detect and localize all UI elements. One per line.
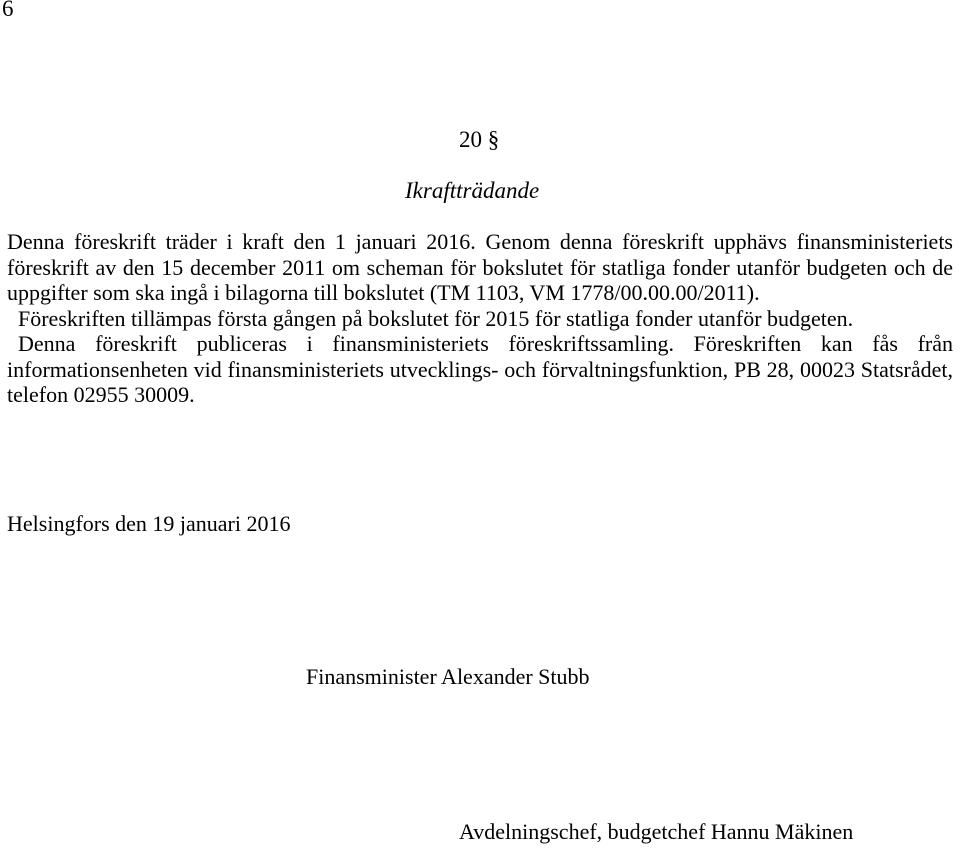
signature-head-of-department: Avdelningschef, budgetchef Hannu Mäkinen xyxy=(459,819,854,844)
section-number: 20 § xyxy=(459,127,500,152)
paragraph-entry-into-force: Denna föreskrift träder i kraft den 1 januari 2016. Genom denna föreskrift upphävs finansministeriets föreskrift av den 15 december 2011 om scheman för bokslutet för statliga fonder utanför budgeten och de uppgifter som ska ingå i bilagorna till bokslutet (TM 1103, VM 1778/00.00.00/2011). xyxy=(7,229,953,305)
signature-minister: Finansminister Alexander Stubb xyxy=(306,664,590,689)
paragraph-publication: Denna föreskrift publiceras i finansministeriets föreskriftssamling. Föreskriften kan fås från informationsenheten vid finansministeriets utvecklings- och förvaltningsfunktion, PB 28, 00023 Statsrådet, telefon 02955 30009. xyxy=(7,331,953,407)
section-heading: Ikraftträdande xyxy=(405,178,540,203)
page-number: 6 xyxy=(2,0,14,21)
place-date: Helsingfors den 19 januari 2016 xyxy=(7,511,291,536)
paragraph-first-application: Föreskriften tillämpas första gången på bokslutet för 2015 för statliga fonder utanför budgeten. xyxy=(18,305,854,331)
body-text xyxy=(7,229,953,408)
